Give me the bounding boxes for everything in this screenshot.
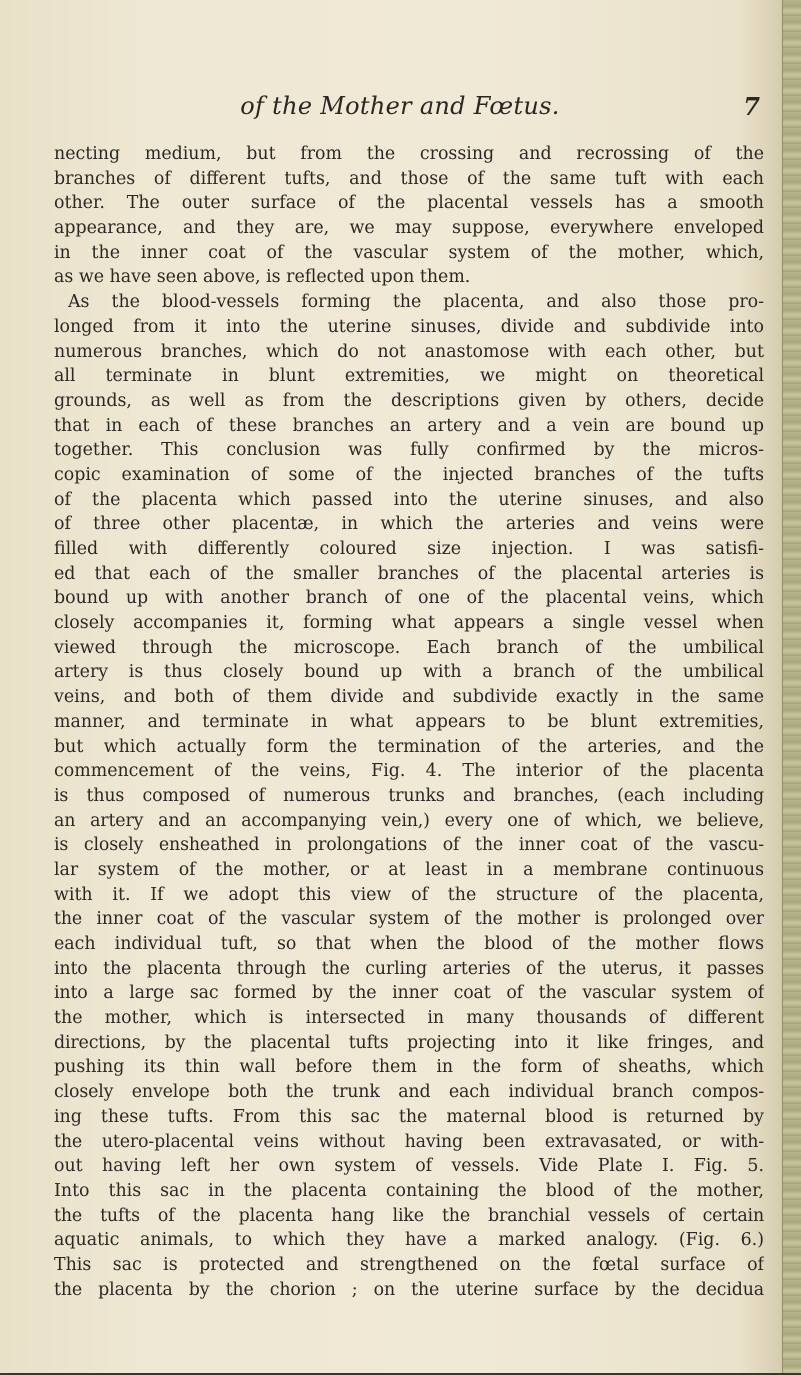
text-line: branches of different tufts, and those of the same tuft with each bbox=[54, 168, 764, 189]
text-line: the mother, which is intersected in many thousands of different bbox=[54, 1008, 764, 1029]
text-line: each individual tuft, so that when the blood of the mother flows bbox=[54, 934, 764, 954]
text-line: bound up with another branch of one of the placental veins, which bbox=[54, 588, 764, 609]
text-line: ing these tufts. From this sac the maternal blood is returned by bbox=[54, 1106, 764, 1127]
text-line: grounds, as well as from the descriptions given by others, decide bbox=[54, 390, 764, 411]
text-line: but which actually form the termination of the arteries, and the bbox=[54, 736, 764, 757]
text-line: ed that each of the smaller branches of the placental arteries is bbox=[54, 563, 764, 584]
text-line: as we have seen above, is reflected upon them. bbox=[54, 267, 471, 288]
text-line: the inner coat of the vascular system of the mother is prolonged over bbox=[54, 909, 764, 930]
text-line: viewed through the microscope. Each branch of the umbilical bbox=[54, 637, 764, 658]
text-line: is thus composed of numerous trunks and branches, (each including bbox=[54, 785, 764, 806]
text-line: that in each of these branches an artery and a vein are bound up bbox=[54, 415, 764, 436]
text-line: longed from it into the uterine sinuses, divide and subdivide into bbox=[54, 316, 764, 337]
text-line: into a large sac formed by the inner coat of the vascular system of bbox=[54, 983, 764, 1004]
body-text bbox=[54, 142, 764, 1302]
text-line: numerous branches, which do not anastomose with each other, but bbox=[54, 341, 764, 362]
text-line: into the placenta through the curling arteries of the uterus, it passes bbox=[54, 958, 764, 979]
text-line: the utero-placental veins without having been extravasated, or with- bbox=[54, 1131, 764, 1152]
text-line: veins, and both of them divide and subdivide exactly in the same bbox=[54, 687, 764, 708]
text-line: with it. If we adopt this view of the structure of the placenta, bbox=[54, 884, 764, 905]
text-line: As the blood-vessels forming the placenta, and also those pro- bbox=[68, 292, 764, 313]
page-header bbox=[40, 92, 760, 126]
text-line: copic examination of some of the injected branches of the tufts bbox=[54, 464, 764, 485]
text-line: closely envelope both the trunk and each individual branch compos- bbox=[54, 1082, 764, 1103]
text-line: necting medium, but from the crossing and recrossing of the bbox=[54, 144, 764, 164]
text-line: filled with differently coloured size injection. I was satisfi- bbox=[54, 539, 764, 559]
text-line: This sac is protected and strengthened on the fœtal surface of bbox=[54, 1254, 764, 1275]
text-line: all terminate in blunt extremities, we might on theoretical bbox=[54, 366, 764, 387]
text-line: manner, and terminate in what appears to be blunt extremities, bbox=[54, 711, 764, 732]
text-line: commencement of the veins, Fig. 4. The interior of the placenta bbox=[54, 761, 764, 782]
text-line: the tufts of the placenta hang like the branchial vessels of certain bbox=[54, 1205, 764, 1226]
text-line: closely accompanies it, forming what appears a single vessel when bbox=[54, 613, 764, 634]
book-binding-edge bbox=[782, 0, 801, 1375]
text-line: artery is thus closely bound up with a branch of the umbilical bbox=[54, 662, 764, 683]
text-line: of the placenta which passed into the uterine sinuses, and also bbox=[54, 489, 764, 510]
text-line: aquatic animals, to which they have a marked analogy. (Fig. 6.) bbox=[54, 1230, 764, 1251]
text-line: is closely ensheathed in prolongations of the inner coat of the vascu- bbox=[54, 835, 764, 856]
text-line: appearance, and they are, we may suppose, everywhere enveloped bbox=[54, 218, 764, 239]
text-line: an artery and an accompanying vein,) every one of which, we believe, bbox=[54, 810, 764, 831]
text-line: pushing its thin wall before them in the form of sheaths, which bbox=[54, 1057, 764, 1078]
text-line: directions, by the placental tufts projecting into it like fringes, and bbox=[54, 1032, 764, 1053]
text-line: Into this sac in the placenta containing the blood of the mother, bbox=[54, 1180, 764, 1201]
text-line: the placenta by the chorion ; on the uterine surface by the decidua bbox=[54, 1279, 764, 1300]
page-number: 7 bbox=[743, 92, 760, 121]
text-line: out having left her own system of vessels. Vide Plate I. Fig. 5. bbox=[54, 1156, 764, 1177]
text-line: in the inner coat of the vascular system of the mother, which, bbox=[54, 242, 764, 263]
text-line: lar system of the mother, or at least in a membrane continuous bbox=[54, 859, 764, 880]
text-line: together. This conclusion was fully confirmed by the micros- bbox=[54, 440, 764, 461]
text-line: other. The outer surface of the placental vessels has a smooth bbox=[54, 193, 764, 214]
text-line: of three other placentæ, in which the arteries and veins were bbox=[54, 514, 764, 535]
running-title: of the Mother and Fœtus. bbox=[240, 92, 560, 120]
